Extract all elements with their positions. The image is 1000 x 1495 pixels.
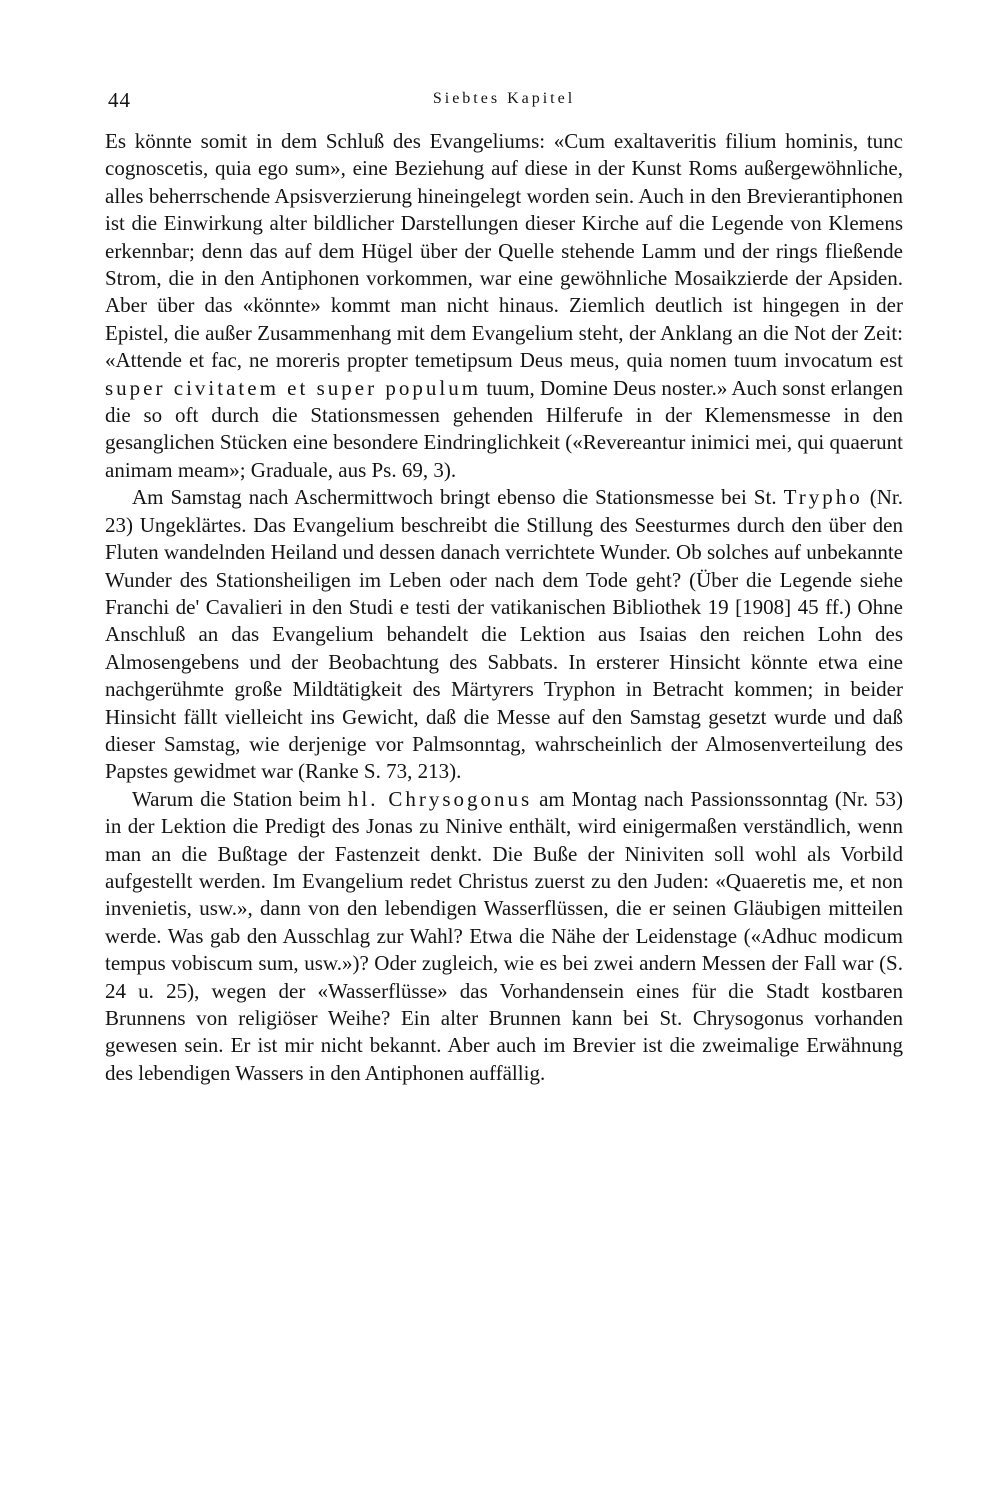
spaced-emphasis: hl. Chrysogonus xyxy=(347,786,533,811)
page-number: 44 xyxy=(108,88,131,112)
body-text xyxy=(105,128,903,1087)
paragraph-2-text: Am Samstag nach Aschermittwoch bringt ebenso die Stationsmesse bei St. xyxy=(132,485,784,510)
chapter-title: Siebtes Kapitel xyxy=(432,90,576,107)
paragraph-2 xyxy=(105,484,903,785)
paragraph-3-text: Warum die Station beim xyxy=(132,786,348,811)
paragraph-1-text: tuum, Domine Deus noster.» Auch sonst erlangen die so oft durch die Stationsmessen gehenden Hilferufe in der Klemensmesse in den gesanglichen Stücken eine besondere Eindringlichkeit («Revereantur inimici mei, qui quaerunt animam meam»; Graduale, aus Ps. 69, 3). xyxy=(105,375,903,482)
paragraph-3 xyxy=(105,786,903,1087)
running-head xyxy=(105,88,903,118)
spaced-emphasis: super civitatem et super populum xyxy=(105,375,482,400)
spaced-emphasis: Trypho xyxy=(783,485,863,510)
book-page xyxy=(105,88,903,1087)
paragraph-3-text: am Montag nach Passionssonntag (Nr. 53) in der Lektion die Predigt des Jonas zu Ninive enthält, wird einigermaßen verständlich, wenn man an die Bußtage der Fastenzeit denkt. Die Buße der Niniviten soll wohl als Vorbild aufgestellt werden. Im Evangelium redet Christus zuerst zu den Juden: «Quaeretis me, et non invenietis, usw.», dann von den lebendigen Wasserflüssen, die er seinen Gläubigen mitteilen werde. Was gab den Ausschlag zur Wahl? Etwa die Nähe der Leidenstage («Adhuc modicum tempus vobiscum sum, usw.»)? Oder zugleich, wie es bei zwei andern Messen der Fall war (S. 24 u. 25), wegen der «Wasserflüsse» das Vorhandensein eines für die Stadt kostbaren Brunnens von religiöser Weihe? Ein alter Brunnen kann bei St. Chrysogonus vorhanden gewesen sein. Er ist mir nicht bekannt. Aber auch im Brevier ist die zweimalige Erwähnung des lebendigen Wassers in den Antiphonen auffällig. xyxy=(105,786,903,1085)
paragraph-1-text: Es könnte somit in dem Schluß des Evangeliums: «Cum exaltaveritis filium hominis, tunc cognoscetis, quia ego sum», eine Beziehung auf diese in der Kunst Roms außergewöhnliche, alles beherrschende Apsisverzierung hineingelegt worden sein. Auch in den Brevierantiphonen ist die Einwirkung alter bildlicher Darstellungen dieser Kirche auf die Legende von Klemens erkennbar; denn das auf dem Hügel über der Quelle stehende Lamm und der rings fließende Strom, die in den Antiphonen vorkommen, war eine gewöhnliche Mosaikzierde der Apsiden. Aber über das «könnte» kommt man nicht hinaus. Ziemlich deutlich ist hingegen in der Epistel, die außer Zusammenhang mit dem Evangelium steht, der Anklang an die Not der Zeit: «Attende et fac, ne moreris propter temetipsum Deus meus, quia nomen tuum invocatum est xyxy=(105,129,903,373)
paragraph-1 xyxy=(105,128,903,484)
paragraph-2-text: (Nr. 23) Ungeklärtes. Das Evangelium beschreibt die Stillung des Seesturmes durch den über den Fluten wandelnden Heiland und dessen danach verrichtete Wunder. Ob solches auf unbekannte Wunder des Stationsheiligen im Leben oder nach dem Tode geht? (Über die Legende siehe Franchi de' Cavalieri in den Studi e testi der vatikanischen Bibliothek 19 [1908] 45 ff.) Ohne Anschluß an das Evangelium behandelt die Lektion aus Isaias den reichen Lohn des Almosengebens und der Beobachtung des Sabbats. In ersterer Hinsicht könnte etwa eine nachgerühmte große Mildtätigkeit des Märtyrers Tryphon in Betracht kommen; in beider Hinsicht fällt vielleicht ins Gewicht, daß die Messe auf den Samstag gesetzt wurde und daß dieser Samstag, wie derjenige vor Palmsonntag, wahrscheinlich der Almosenverteilung des Papstes gewidmet war (Ranke S. 73, 213). xyxy=(105,485,903,784)
